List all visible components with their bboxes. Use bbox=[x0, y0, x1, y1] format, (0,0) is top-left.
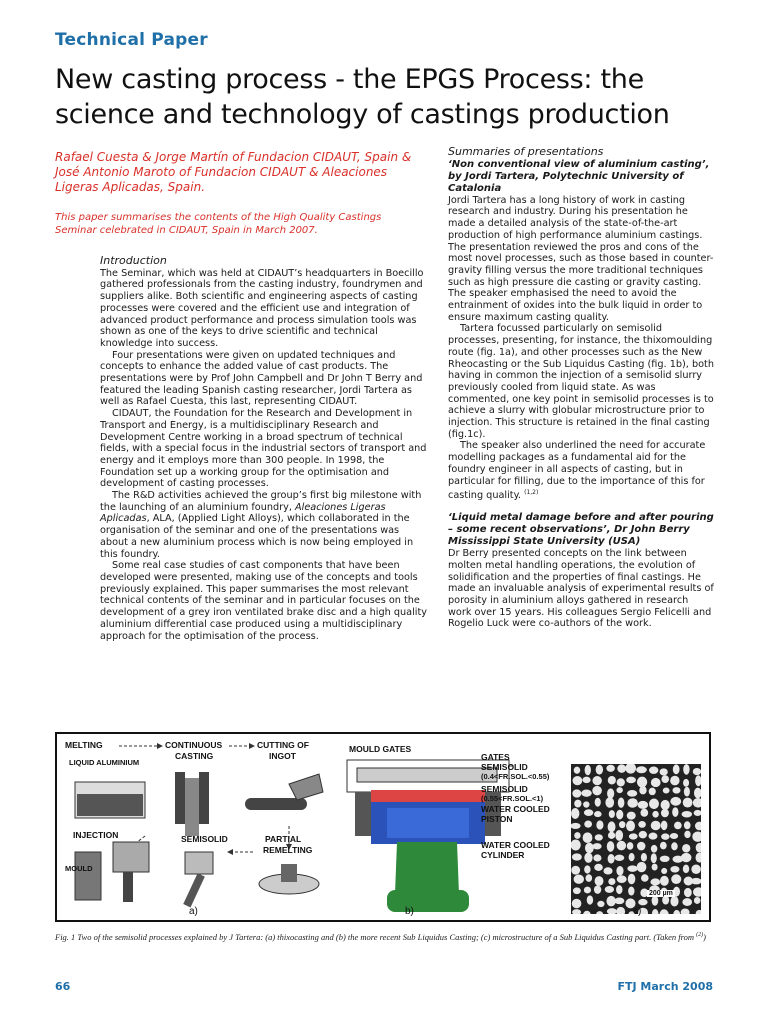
grain bbox=[641, 853, 647, 861]
grain bbox=[651, 853, 657, 863]
talk2-paragraph-1: Dr Berry presented concepts on the link between molten metal handling operations, the evolution of solidification and the properties of final castings. He made an invaluable analysis of experimental results of porosity in aluminium alloys gathered in research work over 15 years. His colleagues Sergio Felicelli and Rogelio Luck were co-authors of the work. bbox=[448, 548, 714, 630]
grain bbox=[626, 777, 636, 784]
grain bbox=[571, 823, 581, 829]
grain bbox=[573, 887, 581, 894]
grain bbox=[572, 909, 581, 914]
grain bbox=[661, 868, 667, 874]
grain bbox=[651, 821, 661, 831]
grain bbox=[636, 766, 647, 773]
grain bbox=[583, 832, 593, 843]
grain bbox=[584, 853, 592, 863]
grain bbox=[661, 775, 669, 783]
grain bbox=[584, 865, 590, 873]
grain bbox=[695, 775, 701, 786]
intro-paragraph-2: Four presentations were given on updated techniques and concepts to enhance the added value of cast products. The presentations were by Prof John Campbell and Dr John T Berry and featured the leading Spanish casting researcher, Jordi Tartera as well as Rafael Cuesta, this last, representing CIDAUT. bbox=[100, 349, 423, 408]
grain bbox=[618, 797, 625, 807]
grain bbox=[640, 809, 648, 817]
grain bbox=[684, 787, 690, 797]
grain bbox=[592, 776, 601, 785]
grain bbox=[606, 765, 614, 772]
caption-text: Fig. 1 Two of the semisolid processes explained by J Tartera: (a) thixocasting and (b) the more recent Sub Liquidus Casting; (c) microstructure of a Sub Liquidus Casting part. (Taken from bbox=[55, 931, 697, 942]
grain bbox=[649, 833, 658, 840]
grain bbox=[594, 864, 603, 871]
grain bbox=[637, 862, 647, 872]
grain bbox=[574, 800, 581, 808]
grain bbox=[617, 841, 626, 851]
grain bbox=[616, 787, 622, 793]
label-semisolid-1: SEMISOLID bbox=[481, 762, 528, 772]
scale-bar-label: 200 µm bbox=[649, 890, 673, 897]
grain bbox=[593, 843, 602, 849]
grain bbox=[650, 878, 660, 885]
grain bbox=[608, 821, 616, 832]
grain bbox=[670, 896, 678, 907]
grain bbox=[596, 765, 603, 775]
grain bbox=[594, 885, 601, 893]
grain bbox=[670, 797, 681, 806]
intro-paragraph-3: CIDAUT, the Foundation for the Research and Development in Transport and Energy, is a multidisciplinary Research and Development Centre working in a broad spectrum of technical fields, with a special focus in the industrial sectors of transport and energy and it employs more than 300 people. In 1998, the Foundation set up a working group for the optimisation and development of casting processes. bbox=[100, 408, 427, 490]
grain bbox=[615, 830, 623, 841]
intro-paragraph-1: The Seminar, which was held at CIDAUT’s headquarters in Boecillo gathered professionals from the casting industry, foundrymen and suppliers alike. Both scientific and engineering aspects of casting processes were covered and the efficient use and integration of advanced product performance and process simulation tools was shown as one of the keys to drive scientific and technical knowledge into success. bbox=[100, 267, 424, 349]
grain bbox=[625, 764, 636, 774]
intro-paragraph-5: Some real case studies of cast components that have been developed were presented, making use of the concepts and tools previously explained. This paper summarises the most relevant technical contents of the seminar and in particular focuses on the development of a grey iron ventilated brake disc and a high quality aluminium differential case produced using a multidisciplinary approach for the optimisation of the process. bbox=[100, 560, 427, 642]
grain bbox=[574, 767, 581, 774]
grain bbox=[619, 821, 625, 828]
label-casting: CASTING bbox=[175, 751, 214, 761]
grain bbox=[595, 798, 601, 807]
grain bbox=[597, 901, 604, 907]
grain bbox=[684, 888, 692, 897]
page-number: 66 bbox=[55, 980, 71, 993]
grain bbox=[617, 764, 626, 772]
right-column bbox=[448, 146, 714, 630]
grain bbox=[661, 821, 668, 831]
article-title: New casting process - the EPGS Process: the science and technology of castings production bbox=[55, 64, 670, 130]
grain bbox=[694, 810, 701, 816]
grain bbox=[691, 865, 701, 874]
label-partial: PARTIAL bbox=[265, 834, 302, 844]
grain bbox=[627, 812, 636, 820]
label-fraction-1: (0.4<FR.SOL.<0.55) bbox=[481, 772, 550, 781]
grain bbox=[638, 801, 648, 809]
grain bbox=[609, 810, 615, 818]
grain bbox=[683, 764, 689, 775]
grain bbox=[615, 855, 625, 861]
grain bbox=[670, 866, 679, 873]
grain bbox=[627, 865, 637, 871]
grain bbox=[660, 842, 667, 850]
grain bbox=[574, 832, 580, 839]
figure-caption bbox=[55, 930, 715, 943]
grain bbox=[584, 887, 591, 894]
label-liquid-aluminium: LIQUID ALUMINIUM bbox=[69, 758, 140, 767]
grain bbox=[660, 768, 668, 775]
grain bbox=[661, 800, 670, 810]
grain bbox=[574, 875, 584, 884]
grain bbox=[585, 874, 592, 882]
grain bbox=[649, 799, 659, 810]
grain bbox=[608, 878, 615, 885]
grain bbox=[670, 833, 678, 839]
grain bbox=[660, 856, 670, 862]
grain bbox=[573, 776, 583, 785]
grain bbox=[672, 787, 680, 794]
grain bbox=[583, 911, 591, 914]
grain bbox=[671, 874, 681, 884]
label-semisolid-2: SEMISOLID bbox=[481, 784, 528, 794]
grain bbox=[571, 840, 581, 851]
grain bbox=[693, 887, 701, 897]
intro-p4-start: The R&D activities achieved the group’s first big milestone with the launching of an aluminium foundry, bbox=[100, 490, 422, 513]
intro-p4-company: Aleaciones Ligeras Aplicadas bbox=[100, 501, 386, 525]
grain bbox=[694, 788, 701, 799]
grain bbox=[683, 798, 693, 808]
talk1-paragraph-2: Tartera focussed particularly on semisolid processes, presenting, for instance, the thixomoulding route (fig. 1a), and other processes such as the New Rheocasting or the Sub Liquidus Casting (fig. 1b), both having in common the injection of a semisolid slurry previously cooled from liquid state. As was commented, one key point in semisolid processes is to achieve a slurry with globular microstructure prior to injection. This structure is retained in the final casting (fig.1c). bbox=[448, 323, 714, 440]
label-mould: MOULD bbox=[65, 864, 93, 873]
grain bbox=[595, 834, 603, 840]
label-water-cooled-2: WATER COOLED bbox=[481, 840, 550, 850]
grain bbox=[638, 821, 646, 828]
grain bbox=[649, 788, 656, 795]
grain bbox=[674, 822, 682, 830]
grain bbox=[596, 911, 603, 914]
grain bbox=[661, 833, 669, 839]
journal-issue: FTJ March 2008 bbox=[617, 980, 713, 993]
grain bbox=[581, 790, 591, 797]
grain bbox=[584, 809, 593, 816]
grain bbox=[692, 831, 701, 841]
grain bbox=[616, 866, 623, 876]
grain bbox=[682, 811, 693, 818]
grain bbox=[605, 797, 614, 808]
intro-heading: Introduction bbox=[100, 254, 167, 267]
talk1-p3-text: The speaker also underlined the need for accurate modelling packages as a fundamental aid for the foundry engineer in all aspects of casting, but in particular for filling, due to the importance of this for casting quality. bbox=[448, 440, 706, 502]
grain bbox=[638, 899, 647, 905]
grain bbox=[660, 876, 669, 886]
intro-p4-end: , ALA, (Applied Light Alloys), which collaborated in the organisation of the seminar and one of the presentations was about a new aluminium process which is now being employed in this foundry. bbox=[100, 513, 414, 560]
grain bbox=[652, 896, 659, 906]
grain bbox=[571, 866, 580, 875]
grain bbox=[660, 909, 669, 914]
grain bbox=[696, 853, 701, 863]
grain bbox=[673, 910, 680, 914]
label-water-cooled-1: WATER COOLED bbox=[481, 804, 550, 814]
grain bbox=[594, 811, 602, 817]
label-mould-gates: MOULD GATES bbox=[349, 744, 412, 754]
grain bbox=[607, 841, 614, 852]
grain bbox=[607, 908, 617, 914]
talk1-title: ‘Non conventional view of aluminium casting’, by Jordi Tartera, Polytechnic University of Catalonia bbox=[448, 158, 710, 194]
grain bbox=[639, 786, 646, 794]
grain bbox=[592, 786, 602, 795]
grain bbox=[652, 909, 658, 914]
grain bbox=[626, 820, 635, 831]
talk1-paragraph-3 bbox=[448, 440, 714, 502]
panel-c-label: c) bbox=[633, 906, 642, 917]
grain bbox=[628, 887, 634, 896]
grain bbox=[651, 778, 661, 787]
grain bbox=[695, 822, 701, 831]
figure-1 bbox=[55, 732, 711, 922]
grain bbox=[672, 807, 678, 817]
grain bbox=[596, 820, 603, 829]
talk2-title: ‘Liquid metal damage before and after pouring – some recent observations’, Dr John Berry Mississippi State University (USA) bbox=[448, 512, 714, 548]
grain bbox=[639, 831, 647, 839]
grain bbox=[583, 801, 589, 807]
grain bbox=[608, 832, 615, 839]
grain bbox=[628, 874, 636, 885]
panel-a-label: a) bbox=[189, 906, 198, 917]
grain bbox=[684, 821, 691, 829]
grain bbox=[694, 897, 701, 904]
grain bbox=[696, 910, 701, 914]
grain bbox=[682, 844, 690, 853]
grain bbox=[617, 875, 627, 883]
grain bbox=[582, 777, 590, 783]
grain bbox=[649, 766, 658, 773]
grain bbox=[627, 790, 637, 797]
grain bbox=[681, 909, 690, 914]
grain bbox=[572, 899, 582, 909]
grain bbox=[629, 853, 635, 861]
label-ingot: INGOT bbox=[269, 751, 296, 761]
grain bbox=[607, 788, 614, 798]
grain bbox=[627, 798, 638, 807]
label-cutting-of: CUTTING OF bbox=[257, 740, 309, 750]
panel-b-label: b) bbox=[405, 906, 414, 917]
caption-close: ) bbox=[703, 931, 706, 942]
grain bbox=[627, 842, 634, 850]
grain bbox=[593, 854, 601, 861]
caption-reference: (2) bbox=[696, 932, 704, 938]
grain bbox=[696, 843, 701, 853]
grain bbox=[585, 765, 591, 775]
grain bbox=[608, 776, 616, 784]
left-column bbox=[100, 255, 428, 642]
grain bbox=[595, 876, 604, 886]
grain bbox=[608, 854, 615, 864]
grain bbox=[605, 886, 614, 893]
label-gates: GATES bbox=[481, 752, 510, 762]
grain bbox=[682, 898, 692, 906]
authors: Rafael Cuesta & Jorge Martín of Fundacion CIDAUT, Spain & José Antonio Maroto of Fundacion CIDAUT & Aleaciones Ligeras Aplicadas, Spain. bbox=[55, 150, 412, 194]
grain bbox=[637, 842, 645, 851]
grain bbox=[572, 853, 582, 860]
microstructure-image bbox=[571, 764, 701, 914]
label-remelting: REMELTING bbox=[263, 845, 313, 855]
label-continuous: CONTINUOUS bbox=[165, 740, 223, 750]
abstract: This paper summarises the contents of the High Quality Castings Seminar celebrated in CIDAUT, Spain in March 2007. bbox=[55, 212, 382, 236]
grain bbox=[652, 864, 658, 871]
grain bbox=[629, 833, 638, 839]
grain bbox=[663, 788, 670, 794]
grain bbox=[616, 907, 625, 914]
grain bbox=[587, 895, 593, 904]
grain bbox=[673, 764, 680, 774]
summaries-heading: Summaries of presentations bbox=[448, 145, 604, 158]
talk1-paragraph-1: Jordi Tartera has a long history of work in casting research and industry. During his presentation he made a detailed analysis of the state-of-the-art production of high performance aluminium castings. The presentation reviewed the pros and cons of the most novel processes, such as those based in counter-gravity filling versus the more traditional techniques such as high pressure die casting or gravity casting. The speaker emphasised the need to avoid the entrainment of oxides into the bulk liquid in order to ensure maximum casting quality. bbox=[448, 194, 714, 323]
label-injection: INJECTION bbox=[73, 830, 119, 840]
section-label: Technical Paper bbox=[55, 30, 208, 50]
grain bbox=[683, 779, 689, 787]
grain bbox=[614, 898, 624, 905]
grain bbox=[617, 778, 625, 786]
grain bbox=[585, 843, 594, 854]
grain bbox=[693, 768, 701, 775]
grain bbox=[683, 865, 689, 873]
label-semisolid: SEMISOLID bbox=[181, 834, 228, 844]
grain bbox=[651, 845, 657, 853]
grain bbox=[693, 798, 701, 808]
label-fraction-2: (0.55<FR.SOL.<1) bbox=[481, 794, 544, 803]
grain bbox=[584, 821, 592, 828]
grain bbox=[641, 874, 649, 882]
grain bbox=[603, 867, 612, 874]
talk1-reference: (1,2) bbox=[524, 489, 539, 497]
grain bbox=[670, 776, 679, 786]
intro-paragraph-4 bbox=[100, 490, 428, 560]
grain bbox=[571, 808, 579, 819]
grain bbox=[616, 810, 623, 820]
grain bbox=[681, 853, 692, 862]
grain bbox=[661, 809, 669, 818]
grain bbox=[652, 811, 658, 818]
grain bbox=[684, 831, 690, 839]
grain bbox=[616, 885, 622, 894]
label-melting: MELTING bbox=[65, 740, 103, 750]
grain bbox=[572, 789, 581, 797]
grain bbox=[637, 777, 647, 788]
label-piston: PISTON bbox=[481, 814, 513, 824]
grain bbox=[671, 842, 678, 850]
label-cylinder: CYLINDER bbox=[481, 850, 525, 860]
